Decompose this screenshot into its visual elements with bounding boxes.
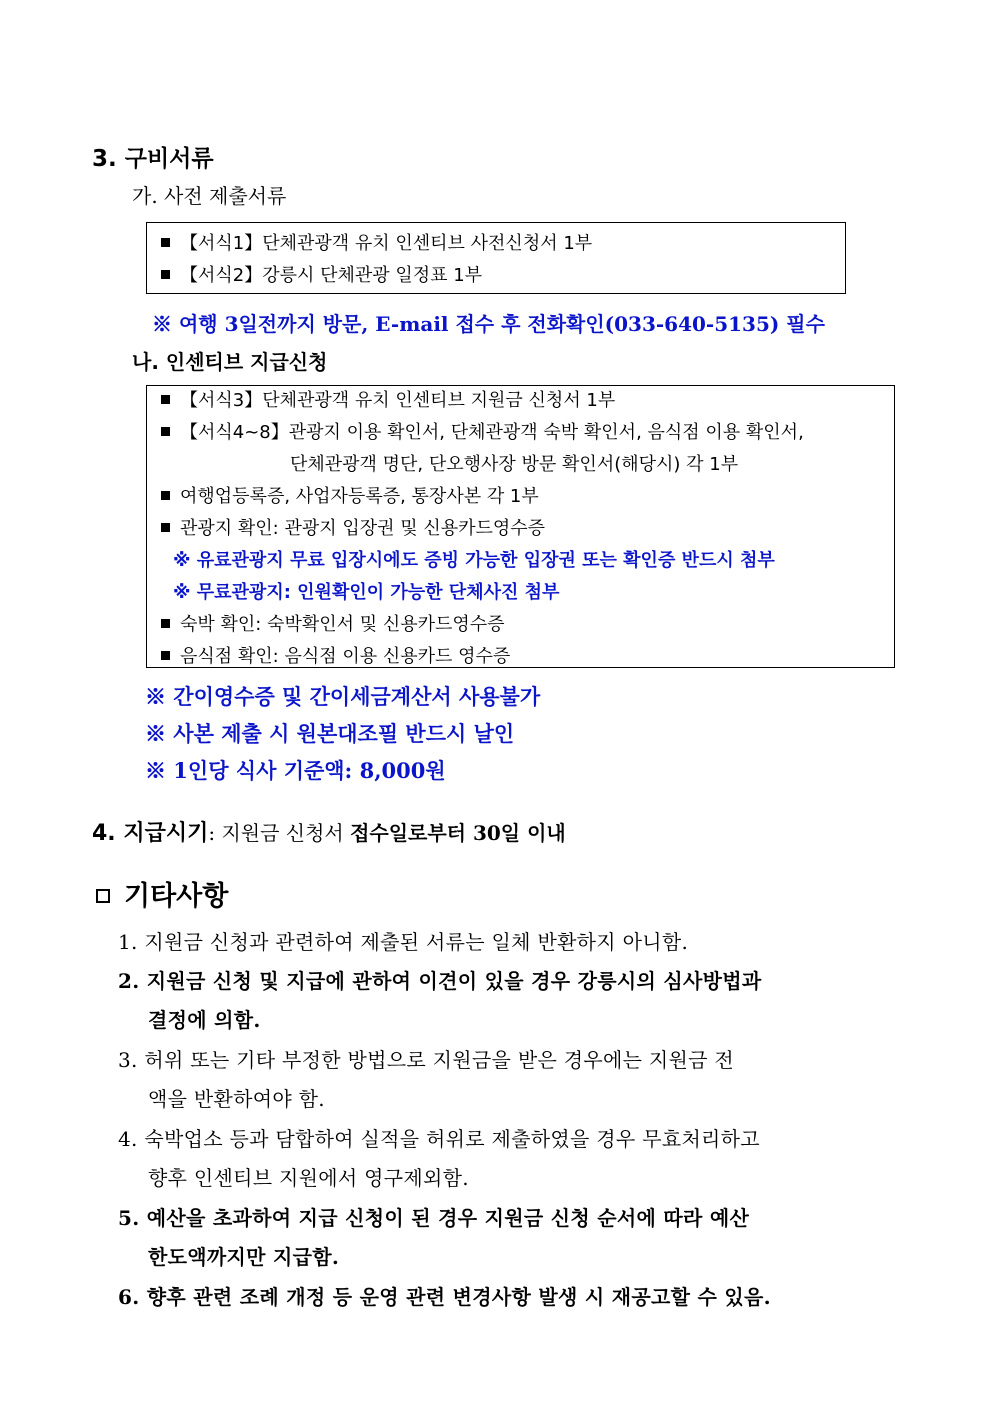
checkbox-square-icon (96, 889, 110, 903)
etc-item-5: 5. 예산을 초과하여 지급 신청이 된 경우 지원금 신청 순서에 따라 예산 (118, 1206, 750, 1230)
note-free-attraction: ※ 무료관광지: 인원확인이 가능한 단체사진 첨부 (173, 582, 560, 603)
list-item-continuation: 단체관광객 명단, 단오행사장 방문 확인서(해당시) 각 1부 (290, 454, 739, 475)
section4-emphasis: 접수일로부터 30일 이내 (350, 821, 566, 845)
bullet-square-icon (161, 238, 170, 247)
note-simple-receipt: ※ 간이영수증 및 간이세금계산서 사용불가 (145, 684, 541, 709)
pre-submission-box (146, 222, 846, 294)
bullet-square-icon (161, 491, 170, 500)
note-copy-seal: ※ 사본 제출 시 원본대조필 반드시 날인 (145, 721, 515, 746)
subheading-pre-submission: 가. 사전 제출서류 (132, 184, 287, 208)
bullet-square-icon (161, 619, 170, 628)
etc-item-6: 6. 향후 관련 조례 개정 등 운영 관련 변경사항 발생 시 재공고할 수 있음. (118, 1285, 771, 1309)
list-item: 음식점 확인: 음식점 이용 신용카드 영수증 (161, 642, 510, 668)
etc-item-2-cont: 결정에 의함. (148, 1008, 261, 1032)
list-item: 【서식2】강릉시 단체관광 일정표 1부 (161, 261, 482, 287)
etc-heading (96, 874, 228, 913)
bullet-square-icon (161, 395, 170, 404)
bullet-square-icon (161, 651, 170, 660)
pre-submission-note: ※ 여행 3일전까지 방문, E-mail 접수 후 전화확인(033-640-5135) 필수 (152, 312, 825, 336)
bullet-square-icon (161, 523, 170, 532)
section4-line (92, 816, 566, 847)
etc-item-4-cont: 향후 인센티브 지원에서 영구제외함. (148, 1166, 469, 1190)
etc-item-3: 3. 허위 또는 기타 부정한 방법으로 지원금을 받은 경우에는 지원금 전 (118, 1048, 734, 1072)
etc-item-3-cont: 액을 반환하여야 함. (148, 1087, 325, 1111)
list-item: 관광지 확인: 관광지 입장권 및 신용카드영수증 (161, 514, 545, 540)
bullet-square-icon (161, 270, 170, 279)
section3-title: 3. 구비서류 (92, 146, 214, 172)
section4-text: : 지원금 신청서 (208, 821, 351, 845)
etc-item-5-cont: 한도액까지만 지급함. (148, 1245, 340, 1269)
list-item: 【서식4~8】관광지 이용 확인서, 단체관광객 숙박 확인서, 음식점 이용 확인서, (161, 418, 804, 444)
list-item: 【서식1】단체관광객 유치 인센티브 사전신청서 1부 (161, 229, 592, 255)
note-paid-attraction: ※ 유료관광지 무료 입장시에도 증빙 가능한 입장권 또는 확인증 반드시 첨부 (173, 550, 775, 571)
etc-item-1: 1. 지원금 신청과 관련하여 제출된 서류는 일체 반환하지 아니함. (118, 930, 689, 954)
etc-item-4: 4. 숙박업소 등과 담합하여 실적을 허위로 제출하였을 경우 무효처리하고 (118, 1127, 760, 1151)
bullet-square-icon (161, 427, 170, 436)
etc-title: 기타사항 (124, 881, 229, 912)
subheading-incentive-claim: 나. 인센티브 지급신청 (132, 350, 328, 374)
section4-label: 4. 지급시기 (92, 821, 209, 846)
note-meal-standard: ※ 1인당 식사 기준액: 8,000원 (145, 758, 446, 783)
incentive-claim-box (146, 385, 895, 668)
etc-item-2: 2. 지원금 신청 및 지급에 관하여 이견이 있을 경우 강릉시의 심사방법과 (118, 969, 762, 993)
list-item: 【서식3】단체관광객 유치 인센티브 지원금 신청서 1부 (161, 386, 615, 412)
list-item: 여행업등록증, 사업자등록증, 통장사본 각 1부 (161, 482, 539, 508)
list-item: 숙박 확인: 숙박확인서 및 신용카드영수증 (161, 610, 505, 636)
